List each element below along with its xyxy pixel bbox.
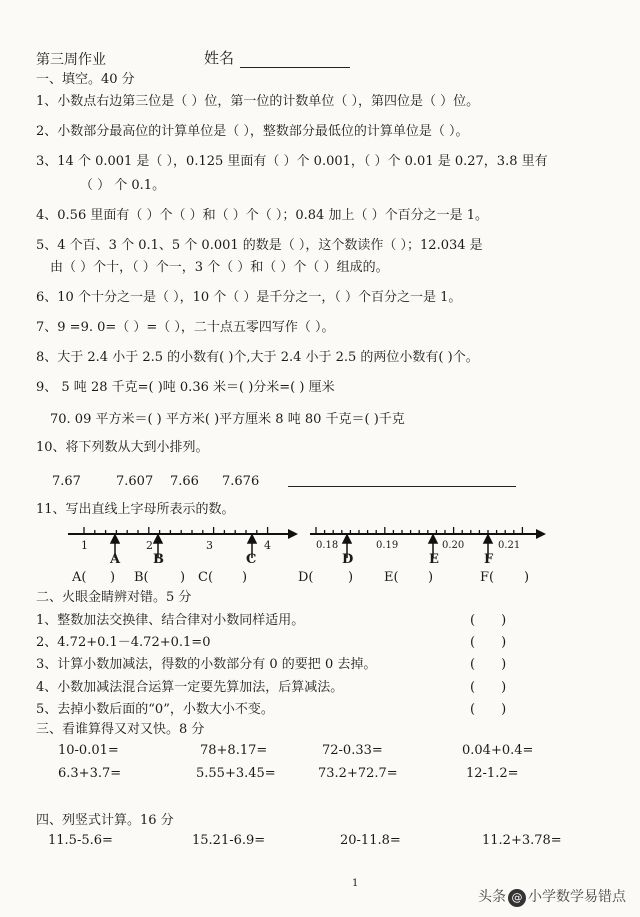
judge-paren-1[interactable]: ( ) (470, 613, 507, 628)
judge-item-4: 4、小数加减法混合运算一定要先算加法，后算减法。 (36, 680, 344, 695)
judge-paren-3[interactable]: ( ) (470, 657, 507, 672)
vertical-calc-1: 11.5-5.6= (48, 833, 113, 848)
watermark-text: 小学数学易错点 (528, 889, 626, 905)
answer-A-close: ) (110, 570, 116, 585)
question-6: 6、10 个十分之一是（ ），10 个（ ）是千分之一，（ ）个百分之一是 1。 (36, 290, 462, 305)
section3-heading: 三、看谁算得又对又快。8 分 (36, 722, 205, 737)
section4-heading: 四、列竖式计算。16 分 (36, 813, 174, 828)
section2-heading: 二、火眼金睛辨对错。5 分 (36, 590, 192, 605)
judge-paren-5[interactable]: ( ) (470, 702, 507, 717)
judge-item-5: 5、去掉小数后面的“0”，小数大小不变。 (36, 702, 274, 717)
vertical-calc-3: 20-11.8= (340, 833, 401, 848)
question-3-line1: 3、14 个 0.001 是（ ），0.125 里面有（ ）个 0.001，（ ）个 0.01 是 0.27，3.8 里有 (36, 154, 548, 169)
page-number: 1 (352, 878, 359, 889)
answer-B-close: ) (180, 570, 186, 585)
calc-1: 10-0.01= (58, 743, 119, 758)
answer-C-close: ) (242, 570, 248, 585)
letter-A: A (110, 552, 121, 567)
calc-5: 6.3+3.7= (58, 766, 122, 781)
worksheet-title: 第三周作业 (36, 52, 106, 68)
section1-heading: 一、填空。40 分 (36, 72, 135, 87)
question-4: 4、0.56 里面有（ ）个（ ）和（ ）个（ ）；0.84 加上（ ）个百分之一是 1。 (36, 208, 488, 223)
question-5-line1: 5、4 个百、3 个 0.1、5 个 0.001 的数是（ ），这个数读作（ ）；12.034 是 (36, 238, 483, 253)
question-9-line2: 70. 09 平方米＝( ) 平方米( )平方厘米 8 吨 80 千克＝( )千克 (50, 412, 405, 427)
q10-answer-line[interactable] (288, 486, 516, 487)
q10-number-2: 7.607 (116, 474, 154, 489)
line1-tick-label-4: 4 (264, 539, 271, 552)
name-label: 姓名 (204, 49, 235, 67)
answer-F-open: F( (480, 570, 495, 585)
name-field[interactable] (240, 67, 350, 68)
vertical-calc-4: 11.2+3.78= (482, 833, 562, 848)
line2-tick-label-2: 0.19 (376, 540, 399, 551)
line1-tick-label-2: 2 (146, 539, 153, 552)
question-3-line2: （ ） 个 0.1。 (80, 178, 166, 193)
letter-B: B (153, 552, 164, 567)
question-9-line1: 9、 5 吨 28 千克=( )吨 0.36 米＝( )分米=( ) 厘米 (36, 380, 335, 395)
watermark (478, 886, 626, 907)
answer-C-open: C( (198, 570, 214, 585)
calc-6: 5.55+3.45= (196, 766, 276, 781)
judge-item-3: 3、计算小数加减法，得数的小数部分有 0 的要把 0 去掉。 (36, 657, 377, 672)
at-icon: @ (508, 889, 526, 907)
watermark-prefix: 头条 (478, 889, 506, 905)
line2-tick-label-4: 0.21 (498, 540, 521, 551)
question-10: 10、将下列数从大到小排列。 (36, 440, 209, 455)
answer-A-open: A( (72, 570, 87, 585)
q10-number-1: 7.67 (52, 474, 81, 489)
answer-F-close: ) (524, 570, 530, 585)
line2-tick-label-3: 0.20 (442, 540, 465, 551)
calc-2: 78+8.17= (200, 743, 268, 758)
q10-number-3: 7.66 (170, 474, 199, 489)
question-11: 11、写出直线上字母所表示的数。 (36, 502, 235, 517)
letter-E: E (429, 552, 439, 567)
calc-7: 73.2+72.7= (318, 766, 398, 781)
calc-3: 72-0.33= (322, 743, 383, 758)
question-5-line2: 由（ ）个十，（ ）个一，3 个（ ）和（ ）个（ ）组成的。 (50, 260, 389, 275)
answer-B-open: B( (134, 570, 149, 585)
answer-E-open: E( (384, 570, 399, 585)
answer-D-close: ) (348, 570, 354, 585)
question-8: 8、大于 2.4 小于 2.5 的小数有( )个,大于 2.4 小于 2.5 的两位小数有( )个。 (36, 350, 479, 365)
question-1: 1、小数点右边第三位是（ ）位，第一位的计数单位（ ），第四位是（ ）位。 (36, 94, 480, 109)
calc-8: 12-1.2= (466, 766, 519, 781)
line2-tick-label-1: 0.18 (316, 540, 339, 551)
line1-tick-label-1: 1 (81, 539, 88, 552)
vertical-calc-2: 15.21-6.9= (192, 833, 266, 848)
judge-item-2: 2、4.72+0.1－4.72+0.1=0 (36, 635, 211, 650)
line1-tick-label-3: 3 (206, 539, 213, 552)
calc-4: 0.04+0.4= (462, 743, 534, 758)
letter-C: C (246, 552, 257, 567)
question-2: 2、小数部分最高位的计算单位是（ ），整数部分最低位的计算单位是（ ）。 (36, 124, 469, 139)
letter-D: D (342, 552, 354, 567)
answer-E-close: ) (428, 570, 434, 585)
letter-F: F (484, 552, 494, 567)
q10-number-4: 7.676 (222, 474, 260, 489)
question-7: 7、9 =9. 0=（ ）=（ ），二十点五零四写作（ ）。 (36, 320, 335, 335)
judge-paren-4[interactable]: ( ) (470, 680, 507, 695)
judge-item-1: 1、整数加法交换律、结合律对小数同样适用。 (36, 613, 305, 628)
answer-D-open: D( (298, 570, 314, 585)
judge-paren-2[interactable]: ( ) (470, 635, 507, 650)
